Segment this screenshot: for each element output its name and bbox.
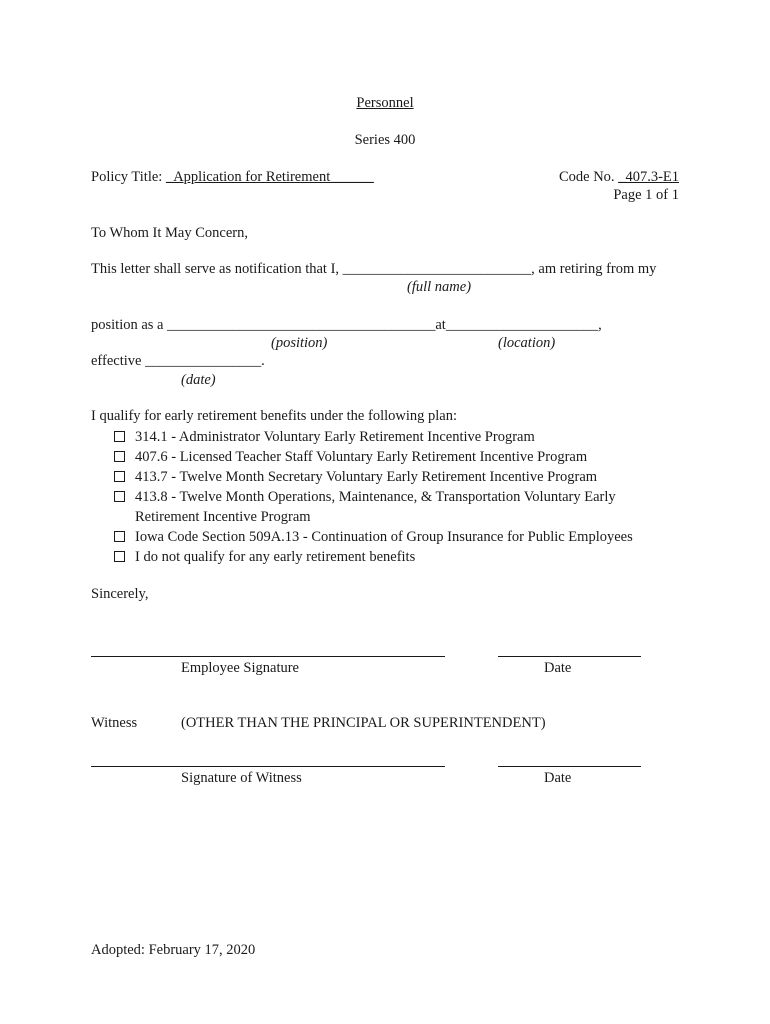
location-caption: (location) [498,335,556,351]
full-name-field[interactable]: __________________________ [342,261,532,277]
witness-note: (OTHER THAN THE PRINCIPAL OR SUPERINTENDENT) [181,715,546,731]
effective-period: . [261,353,265,369]
position-caption: (position) [271,335,328,351]
code-value: _407.3-E1 [618,169,679,185]
policy-title-value: _Application for Retirement______ [165,169,374,185]
location-field[interactable]: _____________________ [445,317,599,333]
date-caption: (date) [181,372,216,388]
plan-option-label: 314.1 - Administrator Voluntary Early Retirement Incentive Program [135,429,535,445]
witness-date-caption: Date [544,770,572,786]
plan-option-label: 407.6 - Licensed Teacher Staff Voluntary Early Retirement Incentive Program [135,449,588,465]
checkbox-icon[interactable] [114,451,125,462]
employee-date-caption: Date [544,660,572,676]
policy-title-row [91,168,374,186]
witness-signature-line[interactable] [91,766,445,767]
sincerely: Sincerely, [91,586,149,602]
employee-date-line[interactable] [498,656,641,657]
checkbox-icon[interactable] [114,551,125,562]
employee-signature-line[interactable] [91,656,445,657]
plan-option-label-continuation: Retirement Incentive Program [135,509,311,525]
plan-option-label: 413.8 - Twelve Month Operations, Maintenance, & Transportation Voluntary Early [135,489,616,505]
witness-date-line[interactable] [498,766,641,767]
full-name-caption: (full name) [407,279,472,295]
position-field[interactable]: _____________________________________ [167,317,436,333]
witness-label: Witness [91,715,138,731]
employee-signature-caption: Employee Signature [181,660,299,676]
checkbox-icon[interactable] [114,471,125,482]
position-line [91,316,602,334]
policy-title-label: Policy Title: [91,169,163,185]
at-text: at [435,317,446,333]
adopted-date: Adopted: February 17, 2020 [91,942,256,958]
category-heading: Personnel [356,95,414,111]
position-prefix: position as a [91,317,168,333]
checkbox-icon[interactable] [114,531,125,542]
notification-suffix: , am retiring from my [531,261,657,277]
code-label: Code No. [558,169,615,185]
code-number-row [559,168,679,186]
position-comma: , [598,317,602,333]
effective-line [91,352,265,370]
notification-line [91,260,656,278]
plan-intro: I qualify for early retirement benefits under the following plan: [91,408,457,424]
plan-option-label: I do not qualify for any early retirement benefits [135,549,416,565]
witness-signature-caption: Signature of Witness [181,770,302,786]
plan-option-label: 413.7 - Twelve Month Secretary Voluntary Early Retirement Incentive Program [135,469,598,485]
checkbox-icon[interactable] [114,431,125,442]
series-heading: Series 400 [354,132,416,148]
effective-prefix: effective [91,353,146,369]
effective-date-field[interactable]: ________________ [145,353,262,369]
salutation: To Whom It May Concern, [91,225,248,241]
plan-option-label: Iowa Code Section 509A.13 - Continuation of Group Insurance for Public Employees [135,529,633,545]
notification-prefix: This letter shall serve as notification that I, [91,261,343,277]
page-indicator: Page 1 of 1 [613,187,679,203]
checkbox-icon[interactable] [114,491,125,502]
